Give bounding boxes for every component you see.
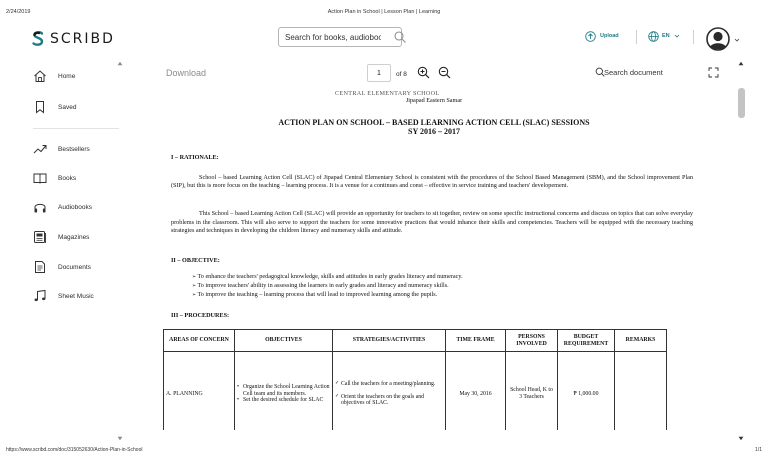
upload-icon[interactable]	[585, 31, 596, 42]
table-cell: May 30, 2016	[446, 352, 506, 431]
procedures-table	[163, 329, 667, 430]
upload-button[interactable]: Upload	[600, 33, 619, 39]
sidebar-item-home[interactable]	[33, 68, 76, 84]
column-header: OBJECTIVES	[235, 330, 333, 352]
sidebar-item-magazines[interactable]	[33, 229, 90, 245]
table-cell	[333, 352, 446, 431]
sidebar-divider	[33, 128, 119, 129]
table-cell	[235, 352, 333, 431]
document-page	[145, 84, 723, 430]
zoom-in-icon[interactable]	[417, 66, 430, 79]
avatar[interactable]	[706, 27, 730, 51]
scroll-down-icon[interactable]	[738, 436, 744, 441]
sidebar-item-saved[interactable]	[33, 99, 77, 115]
list-item: ➢ To improve the teaching – learning process that will lead to improved learning among the pupils.	[192, 291, 463, 300]
magazine-icon	[33, 230, 47, 244]
list-item: ✓ Orient the teachers on the goals and objectives of SLAC.	[335, 394, 443, 407]
home-icon	[33, 69, 47, 83]
sidebar-item-label: Audiobooks	[58, 203, 92, 211]
document-place: Jipapad Eastern Samar	[405, 97, 463, 104]
sidebar-item-sheet-music[interactable]	[33, 288, 94, 304]
sidebar-item-audiobooks[interactable]	[33, 199, 92, 215]
list-item: ➢ To enhance the teachers' pedagogical knowledge, skills and attitudes in early grades literacy and numeracy.	[192, 273, 463, 282]
document-icon	[33, 260, 47, 274]
table-cell	[615, 352, 667, 431]
search-input[interactable]	[278, 27, 402, 47]
cut-off-school-name: CENTRAL ELEMENTARY SCHOOL	[335, 90, 440, 97]
chevron-down-icon[interactable]	[734, 37, 740, 43]
document-search-input[interactable]	[604, 64, 690, 81]
fullscreen-icon[interactable]	[708, 67, 719, 78]
table-cell: School Head, K to 3 Teachers	[506, 352, 558, 431]
list-item: ✓ Call the teachers for a meeting/planning.	[335, 381, 443, 388]
objectives-list	[192, 273, 463, 301]
objectives-cell-list	[237, 384, 330, 404]
page-count: of 8	[396, 71, 407, 78]
bookmark-icon	[33, 100, 47, 114]
scroll-up-icon[interactable]	[738, 61, 744, 66]
sidebar-item-label: Magazines	[58, 233, 90, 241]
scribd-logo-icon	[31, 30, 45, 48]
column-header: TIME FRAME	[446, 330, 506, 352]
zoom-out-icon[interactable]	[438, 66, 451, 79]
sidebar-item-bestsellers[interactable]	[33, 141, 90, 157]
rationale-paragraph: School – based Learning Action Cell (SLAC) of Jipapad Central Elementary School is consistent with the procedures of the School Based Management (SBM), and the School improvement Plan (SIP), but this is more focus on the teaching – learning process. It is a venue for a continues and const – effective in service training and teachers' developement.	[171, 174, 693, 189]
list-item: • Set the desired schedule for SLAC	[237, 397, 330, 404]
column-header: PERSONS INVOLVED	[506, 330, 558, 352]
scrollbar-thumb[interactable]	[738, 88, 745, 118]
print-page-number: 1/1	[755, 447, 762, 453]
print-page-title: Action Plan in School | Lesson Plan | Learning	[327, 9, 441, 15]
document-title	[145, 118, 723, 136]
list-item: ➢ To improve teachers' ability in assessing the learners in early grades and literacy and numeracy skills.	[192, 282, 463, 291]
scribd-logo[interactable]	[31, 30, 115, 48]
sidebar-item-documents[interactable]	[33, 259, 91, 275]
sidebar-item-label: Home	[58, 72, 76, 80]
column-header: AREAS OF CONCERN	[164, 330, 235, 352]
table-header-row	[164, 330, 667, 352]
book-icon	[33, 171, 47, 185]
list-item: • Organize the School Learning Action Cell team and its members.	[237, 384, 330, 397]
sidebar-item-books[interactable]	[33, 170, 77, 186]
rationale-paragraph: This School – based Learning Action Cell (SLAC) will provide an opportunity for teachers to sit together, review on some specific instructional concerns and discuss on topics that can solve everyday problems in the classroom. This will also serve to support the teachers for some innovative practices that would inhance their skills and competencies. Teachers will be equipped with the necessary teaching strategies and techniques in developing the children literacy and numeracy skills and attitude.	[171, 210, 693, 235]
column-header: STRATEGIES/ACTIVITIES	[333, 330, 446, 352]
header-divider	[693, 30, 694, 44]
trending-icon	[33, 142, 47, 156]
search-icon[interactable]	[393, 30, 407, 44]
column-header: BUDGET REQUIREMENT	[558, 330, 615, 352]
logo-text: SCRIBD	[50, 31, 115, 47]
headphones-icon	[33, 200, 47, 214]
sidebar-item-label: Books	[58, 174, 77, 182]
column-header: REMARKS	[615, 330, 667, 352]
table-cell: A. PLANNING	[164, 352, 235, 431]
table-cell: ₱ 1,000.00	[558, 352, 615, 431]
document-title-line: SY 2016 – 2017	[408, 127, 460, 136]
strategies-cell-list	[335, 381, 443, 407]
document-title-line: ACTION PLAN ON SCHOOL – BASED LEARNING ACTION CELL (SLAC) SESSIONS	[278, 118, 590, 127]
page-number-input[interactable]	[367, 64, 391, 82]
chevron-down-icon[interactable]	[674, 33, 680, 39]
objective-heading: II – OBJECTIVE:	[171, 257, 220, 264]
print-url: https://www.scribd.com/doc/315052630/Action-Plan-in-School	[6, 447, 143, 453]
sidebar-item-label: Documents	[58, 263, 91, 271]
music-note-icon	[33, 289, 47, 303]
print-date: 2/24/2019	[6, 9, 31, 15]
sidebar-item-label: Saved	[58, 103, 77, 111]
rationale-heading: I – RATIONALE:	[171, 154, 219, 161]
header-divider	[636, 30, 637, 44]
procedures-heading: III – PROCEDURES:	[171, 312, 230, 319]
globe-icon[interactable]	[648, 31, 659, 42]
sidebar-item-label: Bestsellers	[58, 145, 90, 153]
language-selector[interactable]: EN	[662, 33, 670, 39]
sidebar-item-label: Sheet Music	[58, 292, 94, 300]
download-button[interactable]: Download	[166, 68, 207, 78]
table-row	[164, 352, 667, 431]
sidebar	[0, 55, 120, 440]
